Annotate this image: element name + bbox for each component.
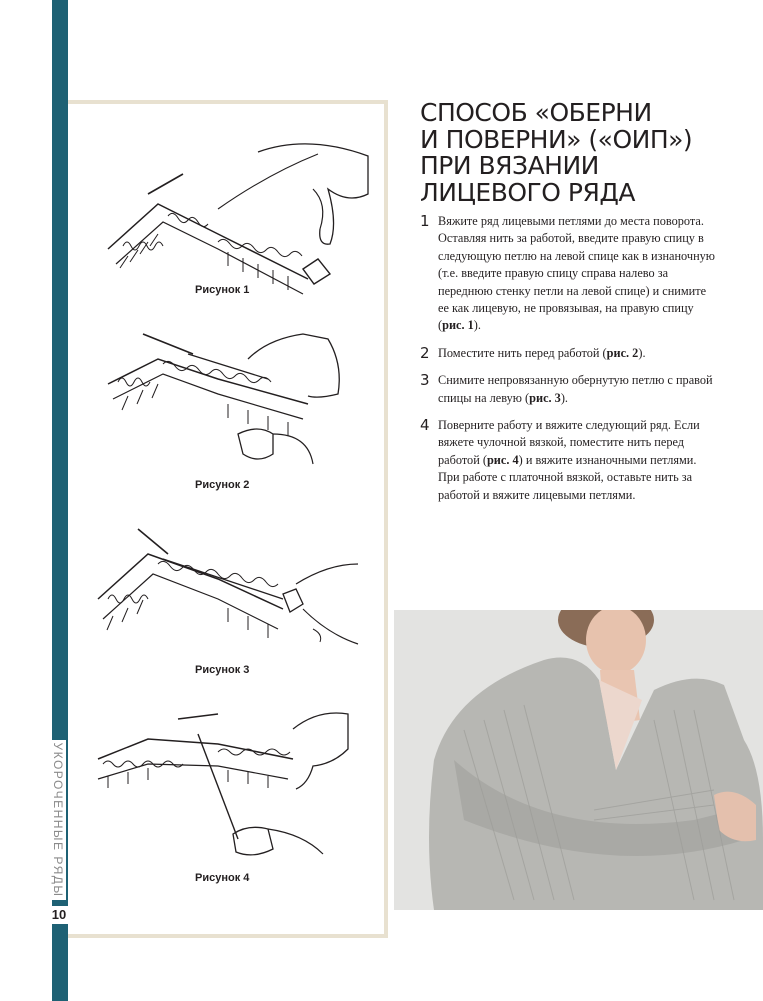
- knitting-illustration-1-icon: [68, 134, 384, 304]
- knitting-illustration-4-icon: [68, 704, 384, 884]
- knitting-illustration-3-icon: [68, 524, 384, 684]
- figure-ref: рис. 1: [442, 318, 474, 333]
- step-item: [420, 345, 720, 362]
- step-tail: ).: [638, 345, 646, 360]
- step-body: Поместите нить перед работой (: [438, 345, 607, 360]
- figure-1-caption: Рисунок 1: [195, 284, 250, 296]
- figure-4-caption: Рисунок 4: [195, 872, 250, 884]
- title-line: ПРИ ВЯЗАНИИ: [420, 151, 599, 180]
- step-number: 1: [420, 212, 430, 230]
- step-body: Поверните работу и вяжите следующий ряд. Если вяжете чулочной вязкой, поместите нить перед работой (: [438, 418, 700, 467]
- page-number: 10: [48, 906, 70, 924]
- figure-1: [68, 134, 384, 304]
- step-tail: ).: [473, 318, 481, 333]
- figure-ref: рис. 2: [606, 345, 639, 360]
- section-label-text: УКОРОЧЕННЫЕ РЯДЫ: [51, 742, 65, 898]
- page-title: [420, 100, 740, 206]
- step-text: [438, 213, 720, 335]
- step-tail: ).: [560, 390, 568, 405]
- model-photo: [394, 610, 763, 910]
- figure-ref: рис. 4: [486, 452, 519, 467]
- instruction-steps: [420, 213, 720, 514]
- step-body: Вяжите ряд лицевыми петлями до места поворота. Оставляя нить за работой, введите правую спицу в следующую петлю на левой спице как в изнаночную (т.е. введите правую спицу справа налево за переднюю стенку петли на левой спице) и снимите ее как лицевую, не провязывая, на правую спицу (: [438, 214, 715, 333]
- step-item: [420, 213, 720, 335]
- figure-4: [68, 704, 384, 884]
- step-tail: ) и вяжите изнаночными петлями. При работе с платочной вязкой, оставьте нить за работой и вяжите лицевыми петлями.: [438, 452, 697, 502]
- title-line: ЛИЦЕВОГО РЯДА: [420, 177, 635, 207]
- step-number: 4: [420, 416, 430, 435]
- figure-panel: [68, 100, 388, 938]
- figure-2: [68, 324, 384, 499]
- step-text: [438, 345, 720, 362]
- title-line: И ПОВЕРНИ» («ОИП»): [420, 124, 693, 154]
- figure-3: [68, 524, 384, 684]
- title-line: СПОСОБ «ОБЕРНИ: [420, 98, 652, 127]
- knitting-illustration-2-icon: [68, 324, 384, 499]
- figure-3-caption: Рисунок 3: [195, 664, 250, 676]
- section-label: [50, 740, 66, 900]
- step-body: Снимите непровязанную обернутую петлю с правой спицы на левую (: [438, 373, 713, 405]
- step-number: 3: [420, 371, 430, 390]
- step-item: [420, 417, 720, 504]
- figure-2-caption: Рисунок 2: [195, 479, 250, 491]
- figure-ref: рис. 3: [529, 390, 561, 405]
- step-text: [438, 417, 720, 504]
- step-number: 2: [420, 343, 430, 362]
- step-item: [420, 372, 720, 407]
- model-photo-icon: [394, 610, 763, 910]
- step-text: [438, 372, 720, 407]
